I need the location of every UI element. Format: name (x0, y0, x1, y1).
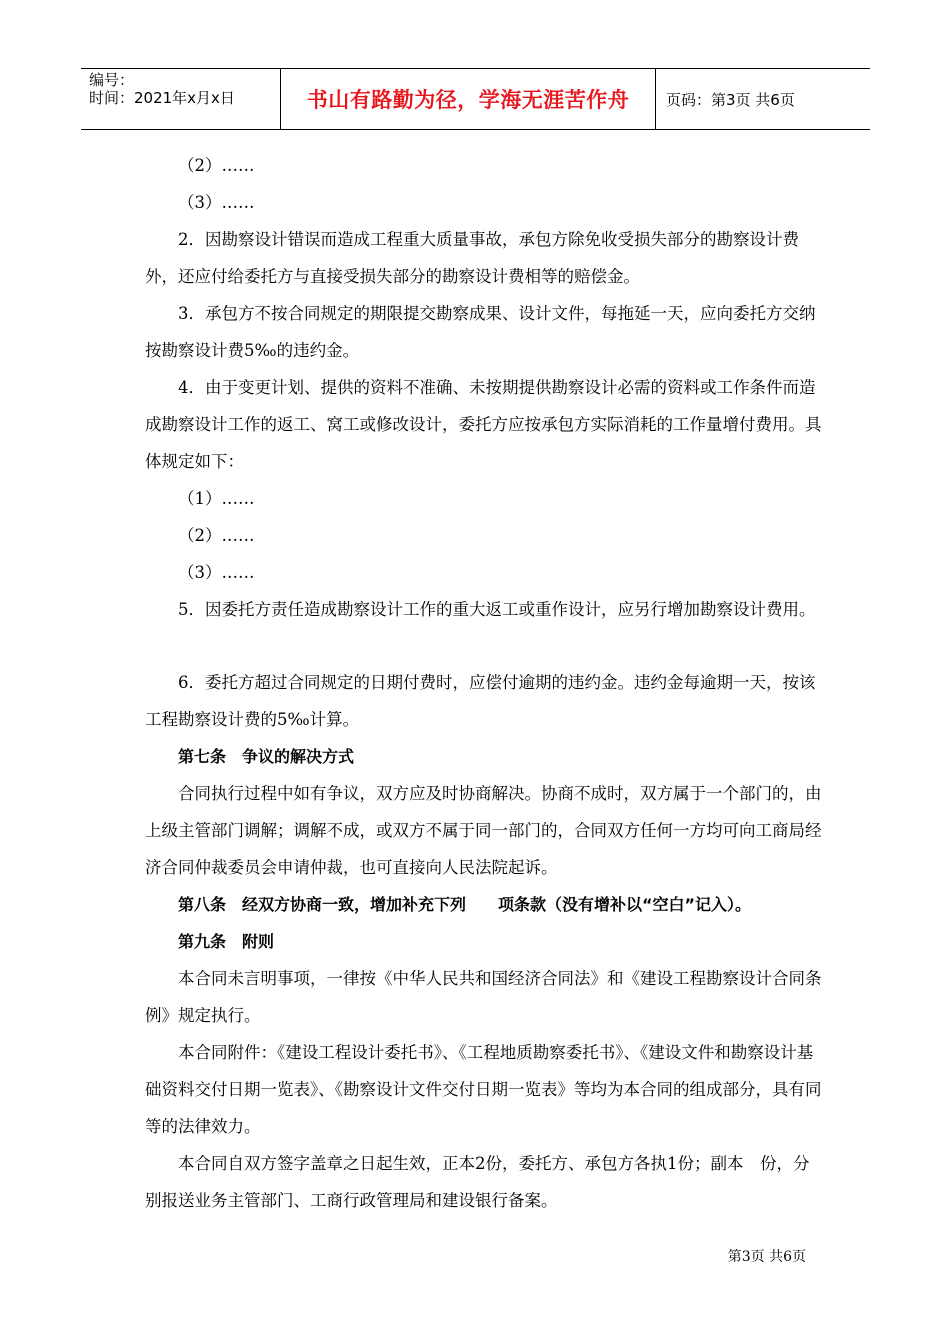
paragraph-clause-2: 2．因勘察设计错误而造成工程重大质量事故，承包方除免收受损失部分的勘察设计费外，还应付给委托方与直接受损失部分的勘察设计费相等的赔偿金。 (145, 230, 799, 286)
paragraph-clause-4: 4．由于变更计划、提供的资料不准确、未按期提供勘察设计必需的资料或工作条件而造成勘察设计工作的返工、窝工或修改设计，委托方应按承包方实际消耗的工作量增付费用。具体规定如下： (145, 378, 822, 471)
number-label: 编号： (89, 71, 135, 89)
paragraph-attachments: 本合同附件：《建设工程设计委托书》、《工程地质勘察委托书》、《建设文件和勘察设计基础资料交付日期一览表》、《勘察设计文件交付日期一览表》等均为本合同的组成部分，具有同等的法律效力。 (145, 1043, 822, 1136)
page-footer: 第3页 共6页 (727, 1249, 806, 1265)
document-body (145, 147, 825, 1219)
list-item: （3）…… (178, 563, 255, 582)
time-label: 时间：2021年x月x日 (89, 89, 235, 107)
paragraph-unstated-matters: 本合同未言明事项，一律按《中华人民共和国经济合同法》和《建设工程勘察设计合同条例》规定执行。 (145, 969, 822, 1025)
article-9-heading: 第九条 附则 (178, 932, 275, 951)
page-header (81, 68, 870, 130)
paragraph-dispute: 合同执行过程中如有争议，双方应及时协商解决。协商不成时，双方属于一个部门的，由上级主管部门调解；调解不成，或双方不属于同一部门的，合同双方任何一方均可向工商局经济合同仲裁委员会申请仲裁，也可直接向人民法院起诉。 (145, 784, 822, 877)
list-item: （2）…… (178, 526, 255, 545)
article-8-heading: 第八条 经双方协商一致，增加补充下列 项条款（没有增补以“空白”记入）。 (178, 895, 752, 914)
paragraph-effectiveness: 本合同自双方签字盖章之日起生效，正本2份，委托方、承包方各执1份；副本 份，分别报送业务主管部门、工商行政管理局和建设银行备案。 (145, 1154, 810, 1210)
header-motto: 书山有路勤为径，学海无涯苦作舟 (281, 69, 656, 129)
header-meta (81, 69, 281, 129)
list-item: （1）…… (178, 489, 255, 508)
list-item: （3）…… (178, 193, 255, 212)
paragraph-clause-3: 3．承包方不按合同规定的期限提交勘察成果、设计文件，每拖延一天，应向委托方交纳按勘察设计费5‰的违约金。 (145, 304, 816, 360)
list-item: （2）…… (178, 156, 255, 175)
header-page-label: 页码：第3页 共6页 (666, 90, 795, 109)
blank-line (145, 628, 825, 664)
article-7-heading: 第七条 争议的解决方式 (178, 747, 355, 766)
paragraph-clause-6: 6．委托方超过合同规定的日期付费时，应偿付逾期的违约金。违约金每逾期一天，按该工程勘察设计费的5‰计算。 (145, 673, 816, 729)
paragraph-clause-5: 5．因委托方责任造成勘察设计工作的重大返工或重作设计，应另行增加勘察设计费用。 (178, 600, 816, 619)
